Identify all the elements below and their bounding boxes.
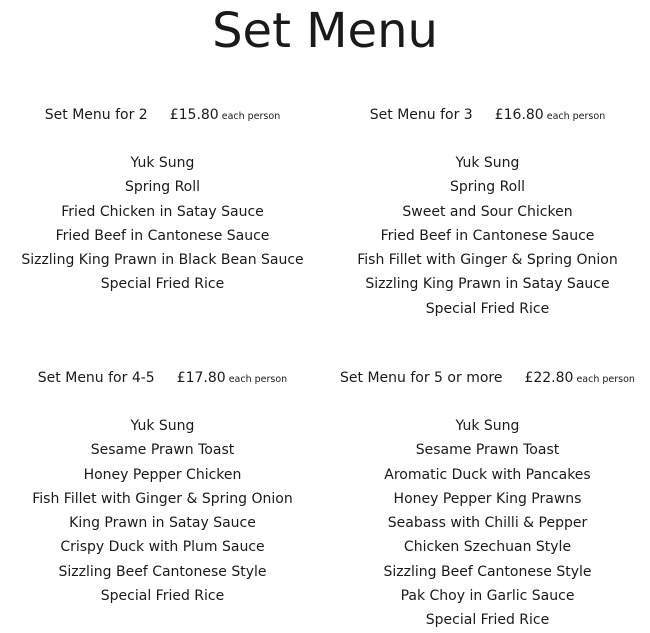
price-unit: each person bbox=[576, 374, 635, 385]
menu-name: Set Menu for 3 bbox=[369, 107, 473, 123]
menu-name: Set Menu for 5 or more bbox=[340, 370, 503, 386]
menu-item: Fried Beef in Cantonese Sauce bbox=[55, 227, 270, 244]
menu-price: £16.80 bbox=[494, 107, 544, 123]
menu-item: Honey Pepper Chicken bbox=[83, 466, 242, 483]
price-unit: each person bbox=[546, 111, 606, 122]
menu-heading bbox=[0, 366, 325, 390]
menu-item: Special Fried Rice bbox=[100, 276, 225, 293]
menu-items bbox=[0, 151, 325, 297]
menu-heading bbox=[325, 103, 650, 127]
menu-item: King Prawn in Satay Sauce bbox=[69, 515, 256, 532]
menu-item: Sizzling Beef Cantonese Style bbox=[58, 563, 267, 580]
set-menu-for-5-or-more bbox=[325, 366, 650, 633]
menu-item: Special Fried Rice bbox=[425, 612, 550, 629]
price-unit: each person bbox=[228, 374, 288, 385]
menu-item: Honey Pepper King Prawns bbox=[393, 490, 582, 507]
menu-name: Set Menu for 4-5 bbox=[37, 370, 155, 386]
menu-item: Seabass with Chilli & Pepper bbox=[387, 515, 588, 532]
price-unit: each person bbox=[221, 111, 281, 122]
set-menu-for-3 bbox=[325, 103, 650, 321]
menu-item: Yuk Sung bbox=[455, 155, 520, 171]
menu-name: Set Menu for 2 bbox=[44, 107, 148, 123]
menu-item: Sweet and Sour Chicken bbox=[402, 203, 573, 220]
menu-item: Sizzling Beef Cantonese Style bbox=[383, 563, 592, 580]
menu-price: £22.80 bbox=[524, 370, 574, 386]
menu-item: Fried Beef in Cantonese Sauce bbox=[380, 227, 595, 244]
menu-item: Sizzling King Prawn in Black Bean Sauce bbox=[21, 252, 304, 269]
menu-item: Special Fried Rice bbox=[425, 300, 550, 317]
menu-item: Special Fried Rice bbox=[100, 588, 225, 605]
menu-items bbox=[0, 414, 325, 608]
menu-price: £17.80 bbox=[176, 370, 226, 386]
menu-item: Yuk Sung bbox=[130, 418, 195, 434]
menu-item: Aromatic Duck with Pancakes bbox=[384, 466, 591, 483]
page-title: Set Menu bbox=[212, 3, 438, 59]
set-menu-for-4-5 bbox=[0, 366, 325, 608]
menu-item: Sesame Prawn Toast bbox=[415, 442, 560, 459]
menu-item: Fish Fillet with Ginger & Spring Onion bbox=[357, 252, 618, 269]
menu-item: Spring Roll bbox=[124, 179, 201, 196]
menu-item: Yuk Sung bbox=[455, 418, 520, 434]
menu-item: Yuk Sung bbox=[130, 155, 195, 171]
menu-item: Sizzling King Prawn in Satay Sauce bbox=[365, 276, 610, 293]
menu-heading bbox=[325, 366, 650, 390]
menu-item: Fish Fillet with Ginger & Spring Onion bbox=[32, 490, 293, 507]
set-menu-for-2 bbox=[0, 103, 325, 297]
menu-item: Pak Choy in Garlic Sauce bbox=[400, 588, 575, 605]
menu-items bbox=[325, 414, 650, 633]
menu-item: Spring Roll bbox=[449, 179, 526, 196]
menu-item: Chicken Szechuan Style bbox=[403, 539, 572, 556]
menu-item: Crispy Duck with Plum Sauce bbox=[60, 539, 265, 556]
menu-item: Fried Chicken in Satay Sauce bbox=[61, 203, 264, 220]
menu-heading bbox=[0, 103, 325, 127]
menu-price: £15.80 bbox=[169, 107, 219, 123]
menu-item: Sesame Prawn Toast bbox=[90, 442, 235, 459]
menu-items bbox=[325, 151, 650, 321]
